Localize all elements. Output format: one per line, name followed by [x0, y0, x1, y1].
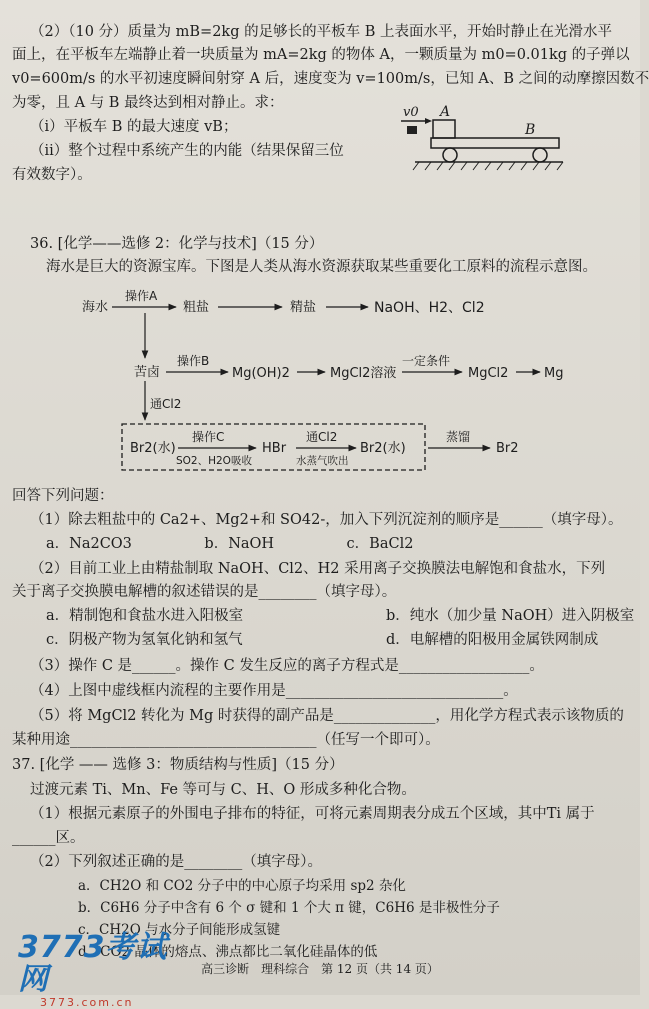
q36-part-5-b: 某种用途__________________________________（任写一个即可）。 — [12, 732, 440, 748]
node-mgcl2: MgCl2 — [468, 366, 509, 381]
q37-option-c: c．CH2O 与水分子间能形成氢键 — [78, 922, 281, 938]
answer-lead: 回答下列问题： — [12, 488, 114, 504]
site-watermark-logo — [18, 930, 178, 1009]
label-cl2-in: 通Cl2 — [150, 397, 182, 411]
node-mgcl2-solution: MgCl2溶液 — [330, 366, 397, 381]
label-opC: 操作C — [192, 430, 225, 444]
q36-title: 36. [化学——选修 2：化学与技术]（15 分） — [30, 236, 324, 252]
node-hbr: HBr — [262, 441, 287, 456]
label-opA: 操作A — [125, 289, 158, 303]
label-cl2-in-2: 通Cl2 — [306, 430, 338, 444]
node-seawater: 海水 — [82, 300, 109, 315]
node-br2-water-1: Br2(水) — [130, 441, 176, 456]
wheel-right — [533, 148, 547, 162]
ground-hatching — [413, 162, 563, 170]
node-mg: Mg — [544, 366, 564, 381]
physics-line-1: （2）（10 分）质量为 mB=2kg 的足够长的平板车 B 上表面水平，开始时静止在光滑水平 — [30, 24, 612, 40]
label-B: B — [525, 122, 536, 138]
node-br2: Br2 — [496, 441, 519, 456]
physics-line-4: 为零，且 A 与 B 最终达到相对静止。求： — [12, 95, 284, 111]
node-br2-water-2: Br2(水) — [360, 441, 406, 456]
q36-part-2-row-2 — [46, 630, 628, 650]
plank-B — [431, 138, 559, 148]
node-crude-salt: 粗盐 — [183, 300, 210, 315]
q36-part-2-a: （2）目前工业上由精盐制取 NaOH、Cl2、H2 采用离子交换膜法电解饱和食盐水，下列 — [30, 561, 606, 577]
q37-option-d: d．CO2 晶体的熔点、沸点都比二氧化硅晶体的低 — [78, 944, 378, 960]
q36-part-5-a: （5）将 MgCl2 转化为 Mg 时获得的副产品是______________，用化学方程式表示该物质的 — [30, 708, 624, 724]
q37-option-a: a．CH2O 和 CO2 分子中的中心原子均采用 sp2 杂化 — [78, 878, 406, 894]
node-bittern: 苦卤 — [134, 365, 161, 380]
page-footer: 高三诊断 理科综合 第 12 页（共 14 页） — [201, 962, 439, 976]
option-d: d．电解槽的阳极用金属铁网制成 — [386, 632, 599, 648]
wheel-left — [443, 148, 457, 162]
q37-part-1-b: ______区。 — [12, 830, 85, 846]
label-condition: 一定条件 — [402, 354, 451, 368]
q36-part-2-b: 关于离子交换膜电解槽的叙述错误的是________（填字母）。 — [12, 584, 397, 600]
cart-figure — [395, 104, 565, 194]
physics-question-i: （ⅰ）平板车 B 的最大速度 vB； — [30, 119, 238, 135]
option-c: c．阴极产物为氢氧化钠和氢气 — [46, 632, 243, 648]
watermark-sub: 3773.com.cn — [40, 996, 134, 1009]
label-A: A — [440, 104, 451, 120]
q36-part-1-options: a．Na2CO3 b．NaOH c．BaCl2 — [46, 536, 414, 552]
q36-intro: 海水是巨大的资源宝库。下图是人类从海水资源获取某些重要化工原料的流程示意图。 — [46, 259, 597, 275]
physics-line-7: 有效数字）。 — [12, 167, 92, 183]
node-refined-salt: 精盐 — [290, 300, 317, 315]
v0-label: v0 — [403, 105, 419, 120]
physics-question-ii: （ⅱ）整个过程中系统产生的内能（结果保留三位 — [30, 143, 344, 159]
physics-line-2: 面上，在平板车左端静止着一块质量为 mA=2kg 的物体 A，一颗质量为 m0=0.01kg 的子弹以 — [12, 47, 630, 63]
option-a: a．精制饱和食盐水进入阳极室 — [46, 608, 244, 624]
node-mgoh2: Mg(OH)2 — [232, 366, 290, 381]
q37-intro: 过渡元素 Ti、Mn、Fe 等可与 C、H、O 形成多种化合物。 — [30, 782, 416, 798]
q37-part-2: （2）下列叙述正确的是________（填字母）。 — [30, 854, 322, 870]
physics-line-3: v0=600m/s 的水平初速度瞬间射穿 A 后，速度变为 v=100m/s，已知 A、B 之间的动摩擦因数不 — [12, 71, 649, 87]
q36-part-3: （3）操作 C 是______。操作 C 发生反应的离子方程式是__________________。 — [30, 658, 544, 674]
option-b: b．纯水（加少量 NaOH）进入阴极室 — [386, 608, 635, 624]
watermark-main: 3773考试网 — [18, 930, 168, 997]
q37-part-1-a: （1）根据元素原子的外围电子排布的特征，可将元素周期表分成五个区域，其中Ti 属于 — [30, 806, 595, 822]
label-steam: 水蒸气吹出 — [296, 455, 349, 467]
velocity-arrow-head — [425, 118, 432, 124]
q36-part-4: （4）上图中虚线框内流程的主要作用是______________________________。 — [30, 683, 518, 699]
block-A — [433, 120, 455, 138]
label-distill: 蒸馏 — [446, 430, 471, 444]
label-absorb: SO2、H2O吸收 — [176, 455, 252, 467]
seawater-flow-diagram — [0, 288, 640, 488]
q36-part-1: （1）除去粗盐中的 Ca2+、Mg2+和 SO42-，加入下列沉淀剂的顺序是______（填字母）。 — [30, 512, 623, 528]
node-products: NaOH、H2、Cl2 — [374, 300, 485, 316]
bullet-shape — [407, 126, 417, 134]
q37-option-b: b．C6H6 分子中含有 6 个 σ 键和 1 个大 π 键，C6H6 是非极性分子 — [78, 900, 500, 916]
q37-title: 37. [化学 —— 选修 3：物质结构与性质]（15 分） — [12, 757, 344, 773]
q36-part-2-row-1 — [46, 606, 635, 626]
label-opB: 操作B — [177, 354, 210, 368]
